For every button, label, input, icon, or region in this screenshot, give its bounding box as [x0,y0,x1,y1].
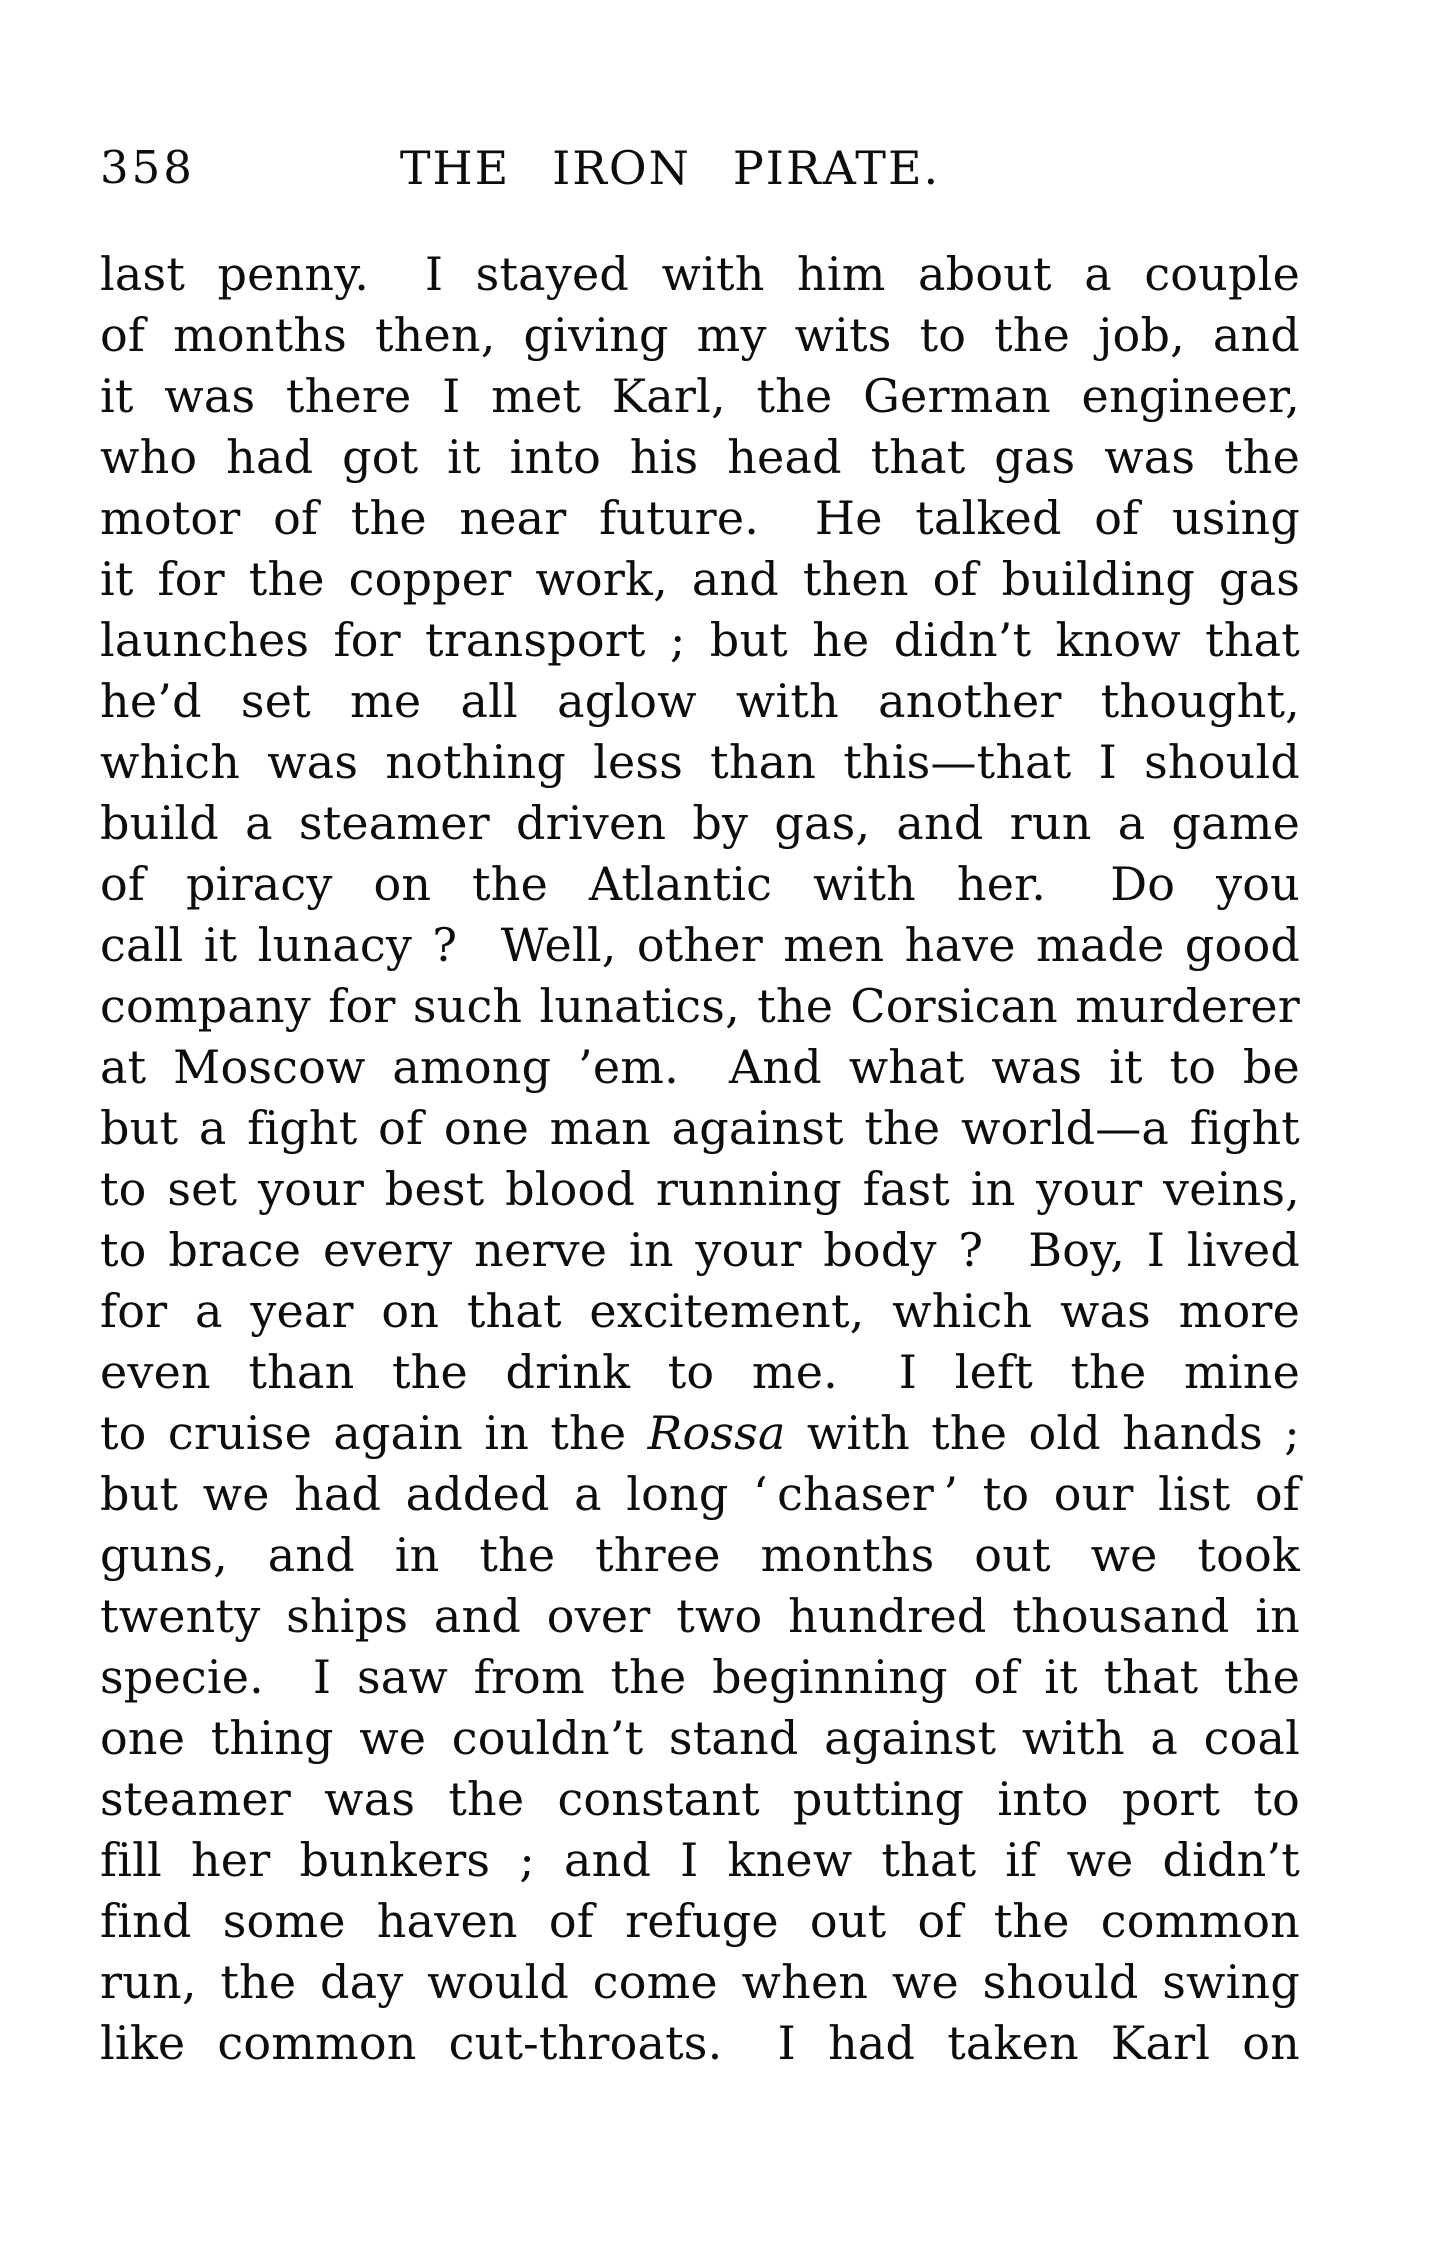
text-line: it was there I met Karl, the German engineer, [100,369,1300,423]
text-line: even than the drink to me. I left the mine [100,1345,1300,1399]
text-line: steamer was the constant putting into port to [100,1772,1300,1826]
text-line: fill her bunkers ; and I knew that if we didn’t [100,1833,1300,1887]
text-line: guns, and in the three months out we took [100,1528,1300,1582]
page-number: 358 [100,141,195,194]
text-line: of months then, giving my wits to the job, and [100,308,1300,362]
text-line: of piracy on the Atlantic with her. Do you [100,857,1300,911]
text-line: call it lunacy ? Well, other men have made good [100,918,1300,972]
text-line: it for the copper work, and then of building gas [100,552,1300,606]
text-segment: to cruise again in the [100,1406,648,1460]
text-segment: with the old hands ; [785,1406,1300,1460]
text-line: to set your best blood running fast in your veins, [100,1162,1300,1216]
text-line: launches for transport ; but he didn’t know that [100,613,1300,667]
text-line: company for such lunatics, the Corsican murderer [100,979,1300,1033]
running-title: THE IRON PIRATE. [399,141,941,195]
text-line: build a steamer driven by gas, and run a game [100,796,1300,850]
text-line: twenty ships and over two hundred thousand in [100,1589,1300,1643]
text-line: specie. I saw from the beginning of it that the [100,1650,1300,1704]
ship-name-italic: Rossa [647,1406,786,1460]
text-line: which was nothing less than this—that I should [100,735,1300,789]
text-line: at Moscow among ’em. And what was it to be [100,1040,1300,1094]
text-line: to brace every nerve in your body ? Boy, I lived [100,1223,1300,1277]
page-header [0,140,1435,196]
text-line: who had got it into his head that gas was the [100,430,1300,484]
text-line: he’d set me all aglow with another thought, [100,674,1300,728]
page-body-text [100,244,1300,2074]
text-line: like common cut-throats. I had taken Karl on [100,2016,1300,2070]
text-line: last penny. I stayed with him about a couple [100,247,1300,301]
text-line: but a fight of one man against the world—a fight [100,1101,1300,1155]
text-line: motor of the near future. He talked of using [100,491,1300,545]
text-line: run, the day would come when we should swing [100,1955,1300,2009]
text-line: one thing we couldn’t stand against with a coal [100,1711,1300,1765]
text-line: find some haven of refuge out of the common [100,1894,1300,1948]
text-line [100,1403,1300,1464]
text-line: but we had added a long ‘ chaser ’ to our list of [100,1467,1300,1521]
text-line: for a year on that excitement, which was more [100,1284,1300,1338]
